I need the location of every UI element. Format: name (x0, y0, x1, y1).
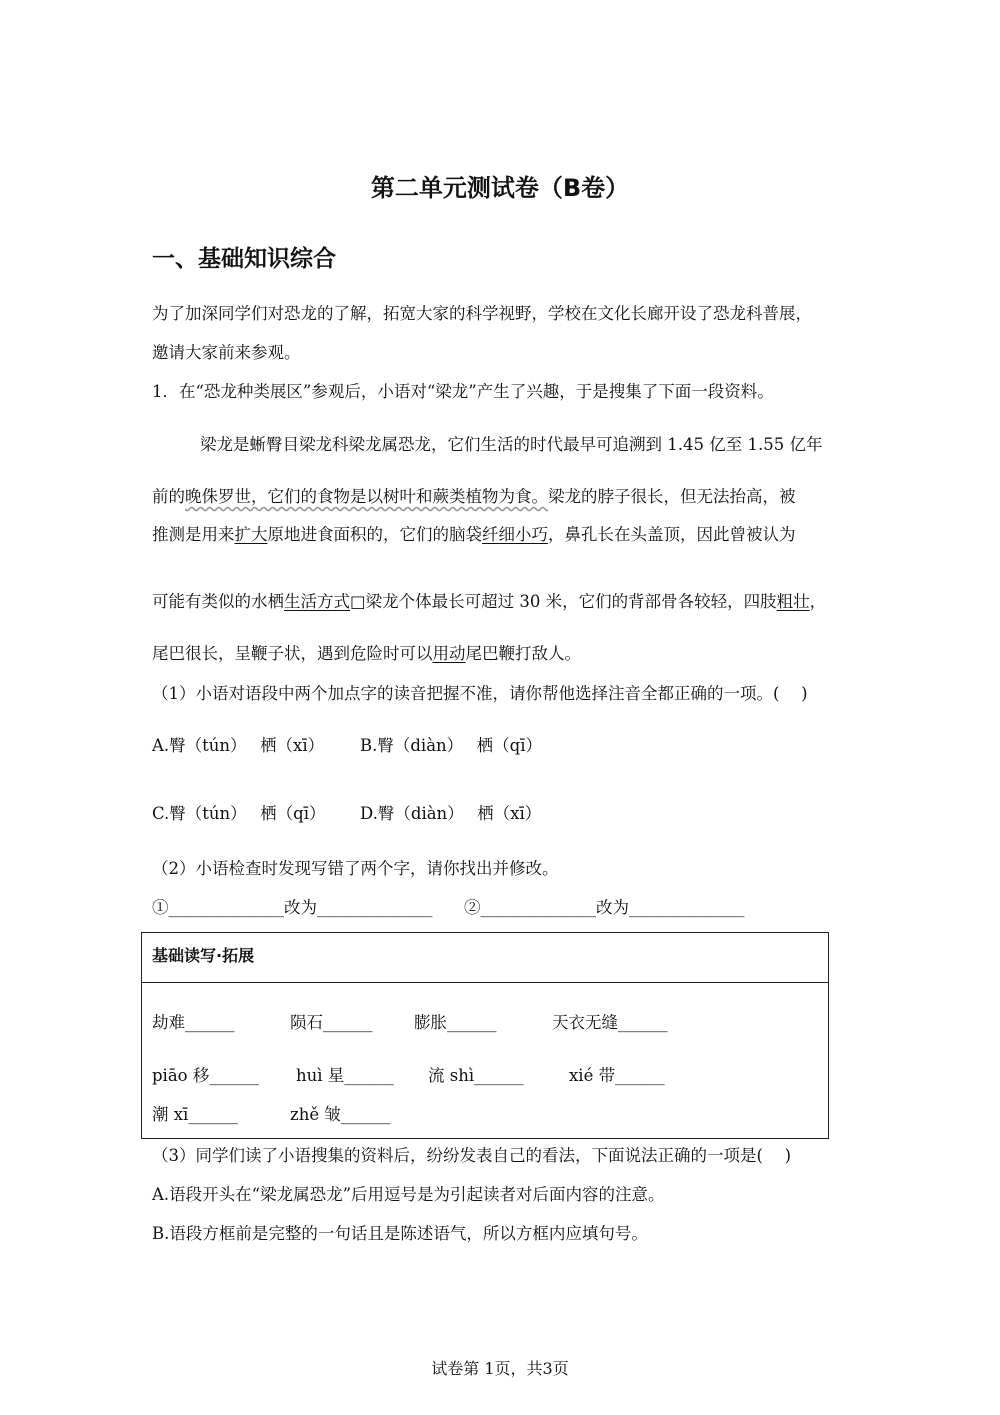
passage-text: 可能有类似的水 (152, 592, 268, 611)
passage-line-4 (152, 591, 826, 613)
passage-text: 原地进食面积的，它们的脑袋 (267, 525, 482, 544)
underlined-word-yongdong: 用动 (432, 644, 466, 663)
passage-text: 前的 (152, 487, 185, 506)
page-title: 第二单元测试卷（B卷） (370, 174, 630, 202)
sub-question-1: （1）小语对语段中两个加点字的读音把握不准，请你帮他选择注音全都正确的一项。( ) (152, 684, 808, 703)
underlined-word-xianxixiaoqiao: 纤细小巧 (482, 525, 548, 544)
sub-question-3: （3）同学们读了小语搜集的资料后，纷纷发表自己的看法，下面说法正确的一项是( ) (152, 1146, 792, 1165)
passage-line-1 (200, 434, 822, 456)
box-item: 潮 xī______ (152, 1105, 238, 1124)
box-item: 膨胀______ (414, 1013, 497, 1032)
underlined-word-kuoda: 扩大 (234, 525, 268, 544)
passage-text: 梁龙是蜥 (200, 435, 266, 454)
underlined-word-shenghuofangshi: 生活方式 (284, 592, 350, 611)
box-item: zhě 皱______ (290, 1105, 391, 1124)
passage-text: 梁龙的脖子很长，但无法抬高，被 (548, 487, 796, 506)
passage-text: ，鼻孔长在头盖顶，因此曾被认为 (548, 525, 796, 544)
passage-line-3 (152, 524, 796, 546)
passage-line-2 (152, 486, 796, 508)
wavy-underlined-sentence: 晚侏罗世，它们的食物是以树叶和蕨类植物为食。 (185, 487, 548, 506)
section-heading: 一、基础知识综合 (152, 246, 336, 272)
option-b: B.臀（diàn） 栖（qī） (360, 736, 543, 755)
underlined-word-cuzhuang: 粗壮 (776, 592, 810, 611)
option-d: D.臀（diàn） 栖（xī） (360, 804, 542, 823)
box-divider (142, 982, 828, 983)
option-a: A.臀（tún） 栖（xī） (152, 736, 325, 755)
option-c: C.臀（tún） 栖（qī） (152, 804, 326, 823)
box-item: 天衣无缝______ (552, 1013, 668, 1032)
reading-writing-box (141, 932, 829, 1139)
box-item: 流 shì______ (428, 1066, 524, 1085)
dotted-char-tun: 臀 (266, 435, 283, 454)
box-item: 陨石______ (290, 1013, 373, 1032)
passage-line-5 (152, 643, 581, 665)
box-item: xié 带______ (569, 1066, 665, 1085)
box-item: huì 星______ (296, 1066, 394, 1085)
passage-text: 目梁龙科梁龙属恐龙，它们生活的时代最早可追溯到 1.45 亿至 1.55 亿年 (282, 435, 823, 454)
correction-blank-2: ②______________改为______________ (464, 898, 745, 917)
passage-text: ， (809, 592, 827, 611)
passage-text: □梁龙个体最长可超过 30 米，它们的背部骨各较轻，四肢 (350, 592, 777, 611)
intro-line-2: 邀请大家前来参观。 (152, 343, 301, 362)
passage-text: 尾巴很长，呈鞭子状，遇到危险时可以 (152, 644, 433, 663)
box-title: 基础读写·拓展 (152, 946, 255, 965)
sub3-option-b: B.语段方框前是完整的一句话且是陈述语气，所以方框内应填句号。 (152, 1224, 648, 1243)
sub3-option-a: A.语段开头在“梁龙属恐龙”后用逗号是为引起读者对后面内容的注意。 (152, 1185, 665, 1204)
question-1: 1．在“恐龙种类展区”参观后，小语对“梁龙”产生了兴趣，于是搜集了下面一段资料。 (152, 382, 774, 401)
dotted-char-qi: 栖 (267, 592, 284, 611)
passage-text: 尾巴鞭打敌人。 (465, 644, 581, 663)
page-footer: 试卷第 1页，共3页 (431, 1359, 569, 1378)
box-item: piāo 移______ (152, 1066, 259, 1085)
sub-question-2: （2）小语检查时发现写错了两个字，请你找出并修改。 (152, 859, 559, 878)
correction-blank-1: ①______________改为______________ (152, 898, 433, 917)
box-item: 劫难______ (152, 1013, 235, 1032)
intro-line-1: 为了加深同学们对恐龙的了解，拓宽大家的科学视野，学校在文化长廊开设了恐龙科普展， (152, 304, 812, 323)
passage-text: 推测是用来 (152, 525, 235, 544)
